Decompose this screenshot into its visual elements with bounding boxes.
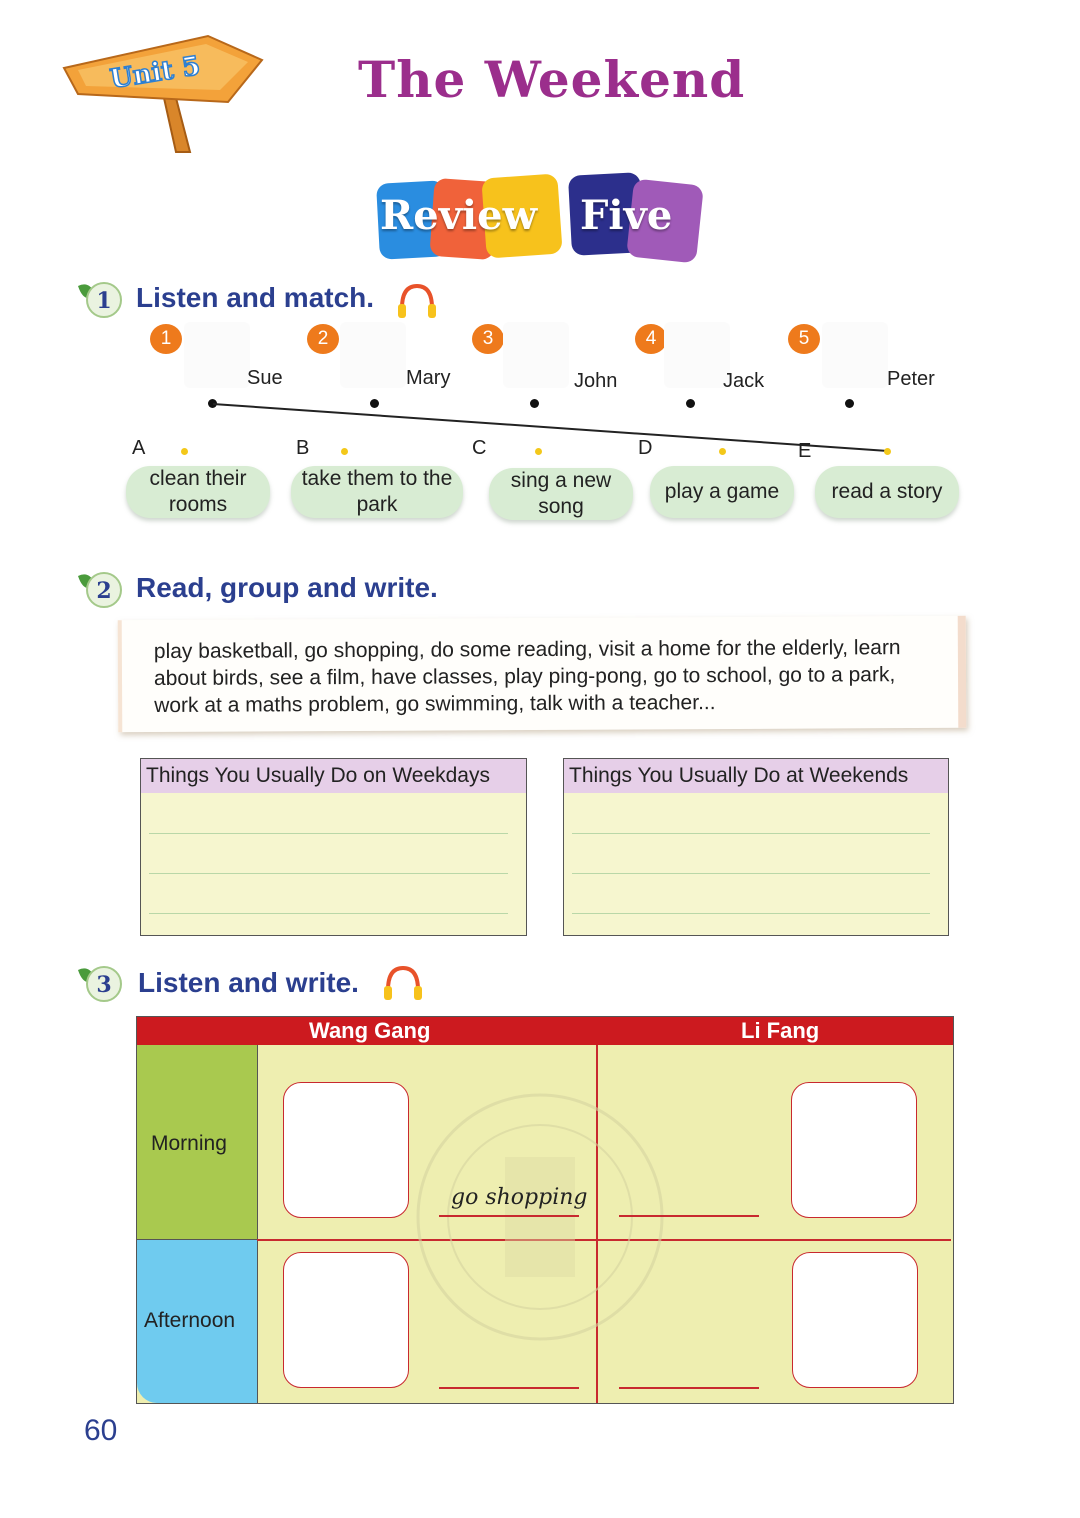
listen-write-table xyxy=(136,1016,954,1404)
unit-label: Unit 5 xyxy=(108,51,203,95)
review-word: Review xyxy=(380,192,538,239)
person-number-3: 3 xyxy=(472,324,504,354)
answer-line[interactable] xyxy=(619,1215,759,1217)
person-name-2: Mary xyxy=(406,367,451,389)
section-title-3: Listen and write. xyxy=(138,967,359,998)
section-badge-3 xyxy=(74,960,124,1004)
person-name-3: John xyxy=(574,370,618,392)
activity-sing-song: sing a new song xyxy=(489,468,633,520)
person-number-5: 5 xyxy=(788,324,820,354)
answer-line[interactable] xyxy=(439,1215,579,1217)
picture-box xyxy=(791,1082,917,1218)
activity-letter-c: C xyxy=(472,437,487,459)
section-title-2: Read, group and write. xyxy=(136,572,438,603)
column-li-fang: Li Fang xyxy=(741,1018,820,1043)
person-number-4: 4 xyxy=(635,324,667,354)
activity-letter-d: D xyxy=(638,437,653,459)
weekdays-box xyxy=(140,758,527,936)
section-number-1: 1 xyxy=(96,288,112,314)
person-number-1: 1 xyxy=(150,324,182,354)
person-name-5: Peter xyxy=(887,368,935,390)
activity-letter-e: E xyxy=(798,440,812,462)
activity-dot-e[interactable] xyxy=(884,448,891,455)
answer-line[interactable] xyxy=(619,1387,759,1389)
example-answer: go shopping xyxy=(451,1185,588,1210)
person-number-2: 2 xyxy=(307,324,339,354)
watermark-seal xyxy=(415,1077,665,1357)
writing-line[interactable] xyxy=(572,873,930,874)
activity-read-story: read a story xyxy=(815,466,959,518)
activity-dot-d[interactable] xyxy=(719,448,726,455)
writing-line[interactable] xyxy=(572,913,930,914)
picture-box xyxy=(792,1252,918,1388)
activity-take-to-park: take them to the park xyxy=(291,466,463,518)
row-afternoon: Afternoon xyxy=(144,1309,236,1332)
word-bank-text: play basketball, go shopping, do some reading, visit a home for the elderly, learn about birds, see a film, have classes, play ping-pong, go to school, go to a park, work at a maths problem, go swimming, talk with a teacher... xyxy=(153,636,901,718)
review-number: Five xyxy=(580,192,673,239)
picture-box xyxy=(283,1252,409,1388)
writing-line[interactable] xyxy=(572,833,930,834)
activity-clean-rooms: clean their rooms xyxy=(126,466,270,518)
answer-line[interactable] xyxy=(439,1387,579,1389)
section-number-2: 2 xyxy=(96,578,112,604)
person-name-1: Sue xyxy=(247,367,283,389)
activity-dot-a[interactable] xyxy=(181,448,188,455)
weekdays-box-title: Things You Usually Do on Weekdays xyxy=(141,759,526,793)
activity-dot-b[interactable] xyxy=(341,448,348,455)
activity-letter-b: B xyxy=(296,437,310,459)
activity-dot-c[interactable] xyxy=(535,448,542,455)
weekends-box-title: Things You Usually Do at Weekends xyxy=(564,759,948,793)
table-header xyxy=(137,1017,953,1045)
writing-line[interactable] xyxy=(149,873,508,874)
picture-box xyxy=(283,1082,409,1218)
section-badge-2 xyxy=(74,566,124,610)
row-morning: Morning xyxy=(151,1132,227,1155)
column-wang-gang: Wang Gang xyxy=(309,1018,431,1043)
example-match-line xyxy=(0,0,1080,520)
writing-line[interactable] xyxy=(149,833,508,834)
person-name-4: Jack xyxy=(723,370,765,392)
section-number-3: 3 xyxy=(96,972,112,998)
word-bank-box xyxy=(118,616,967,732)
weekends-box xyxy=(563,758,949,936)
section-title-1: Listen and match. xyxy=(136,282,375,313)
page-title: The Weekend xyxy=(358,50,746,109)
activity-letter-a: A xyxy=(132,437,146,459)
headphones-icon xyxy=(382,962,424,1007)
activity-play-game: play a game xyxy=(650,466,794,518)
writing-line[interactable] xyxy=(149,913,508,914)
page-number: 60 xyxy=(84,1414,118,1447)
